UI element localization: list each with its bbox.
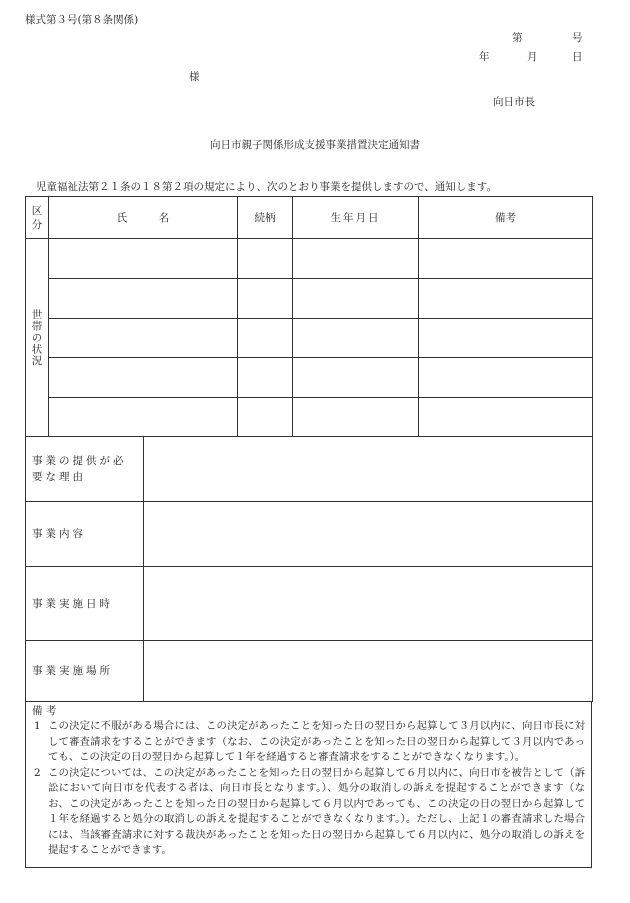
household-label-cell (26, 239, 49, 437)
header-relation: 続柄 (238, 197, 293, 239)
table-row (26, 398, 593, 437)
table-cell[interactable] (49, 398, 238, 437)
datetime-value[interactable] (144, 567, 593, 641)
document-title: 向日市親子関係形成支援事業措置決定通知書 (210, 139, 420, 151)
table-row (26, 319, 593, 358)
date-year: 年 (479, 51, 490, 63)
business-table (25, 436, 593, 702)
intro-text: 児童福祉法第２１条の１８第２項の規定により、次のとおり事業を提供しますので、通知します。 (36, 181, 497, 193)
table-cell[interactable] (419, 319, 593, 358)
table-cell[interactable] (293, 319, 419, 358)
content-label-cell (26, 502, 144, 567)
table-cell[interactable] (419, 358, 593, 398)
table-cell[interactable] (238, 279, 293, 319)
notes-heading: 備 考 (32, 705, 57, 717)
household-label: 世帯の状況 (30, 308, 43, 367)
content-value[interactable] (144, 502, 593, 567)
table-cell[interactable] (419, 239, 593, 279)
doc-number-suffix: 号 (572, 32, 583, 44)
table-cell[interactable] (49, 319, 238, 358)
table-cell[interactable] (419, 398, 593, 437)
note-number: 2 (34, 766, 41, 779)
table-row (26, 279, 593, 319)
recipient-suffix: 様 (189, 71, 200, 83)
date-day: 日 (572, 51, 583, 63)
header-name: 氏 名 (49, 197, 238, 239)
header-birthdate: 生年月日 (293, 197, 419, 239)
reason-value[interactable] (144, 437, 593, 502)
table-cell[interactable] (49, 279, 238, 319)
header-category: 区分 (26, 197, 49, 239)
table-cell[interactable] (49, 358, 238, 398)
location-value[interactable] (144, 641, 593, 702)
table-cell[interactable] (49, 239, 238, 279)
issuer: 向日市長 (493, 96, 535, 108)
table-cell[interactable] (238, 319, 293, 358)
note-number: 1 (34, 720, 41, 732)
household-table (25, 196, 593, 437)
form-number: 様式第３号(第８条関係) (25, 14, 139, 26)
notes-section (25, 701, 592, 868)
table-row (26, 358, 593, 398)
table-cell[interactable] (238, 398, 293, 437)
table-cell[interactable] (293, 279, 419, 319)
reason-label-cell (26, 437, 144, 502)
table-cell[interactable] (238, 358, 293, 398)
table-cell[interactable] (238, 239, 293, 279)
table-cell[interactable] (419, 279, 593, 319)
note-item (30, 766, 585, 859)
reason-label: 事業の提供が必要な理由 (32, 455, 127, 483)
doc-number-prefix: 第 (512, 32, 523, 44)
location-label: 事業実施場所 (32, 665, 113, 677)
note-text: この決定に不服がある場合には、この決定があったことを知った日の翌日から起算して３月以内に、向日市長に対して審査請求をすることができます（なお、この決定があったことを知った日の翌日から起算して３月以内であっても、この決定の日の翌日から起算して１年を経過すると審査請求をすることができなくなります。）。 (48, 720, 585, 763)
datetime-label: 事業実施日時 (32, 597, 113, 610)
note-item (30, 719, 585, 766)
datetime-label-cell (26, 567, 144, 641)
table-cell[interactable] (293, 239, 419, 279)
location-label-cell (26, 641, 144, 702)
table-cell[interactable] (293, 358, 419, 398)
header-remarks: 備考 (419, 197, 593, 239)
date-month: 月 (527, 51, 538, 63)
content-label: 事業内容 (32, 528, 86, 540)
note-text: この決定については、この決定があったことを知った日の翌日から起算して６月以内に、向日市を被告として（訴訟において向日市を代表する者は、向日市長となります。）、処分の取消しの訴えを提起することができます（なお、この決定があったことを知った日の翌日から起算して６月以内であっても、この決定の日の翌日から起算して１年を経過すると処分の取消しの訴えを提起することができなくなります。）。ただし、上記１の審査請求した場合には、当該審査請求に対する裁決があったことを知った日の翌日から起算して６月以内に、処分の取消しの訴えを提起することができます。 (48, 766, 585, 856)
table-cell[interactable] (293, 398, 419, 437)
